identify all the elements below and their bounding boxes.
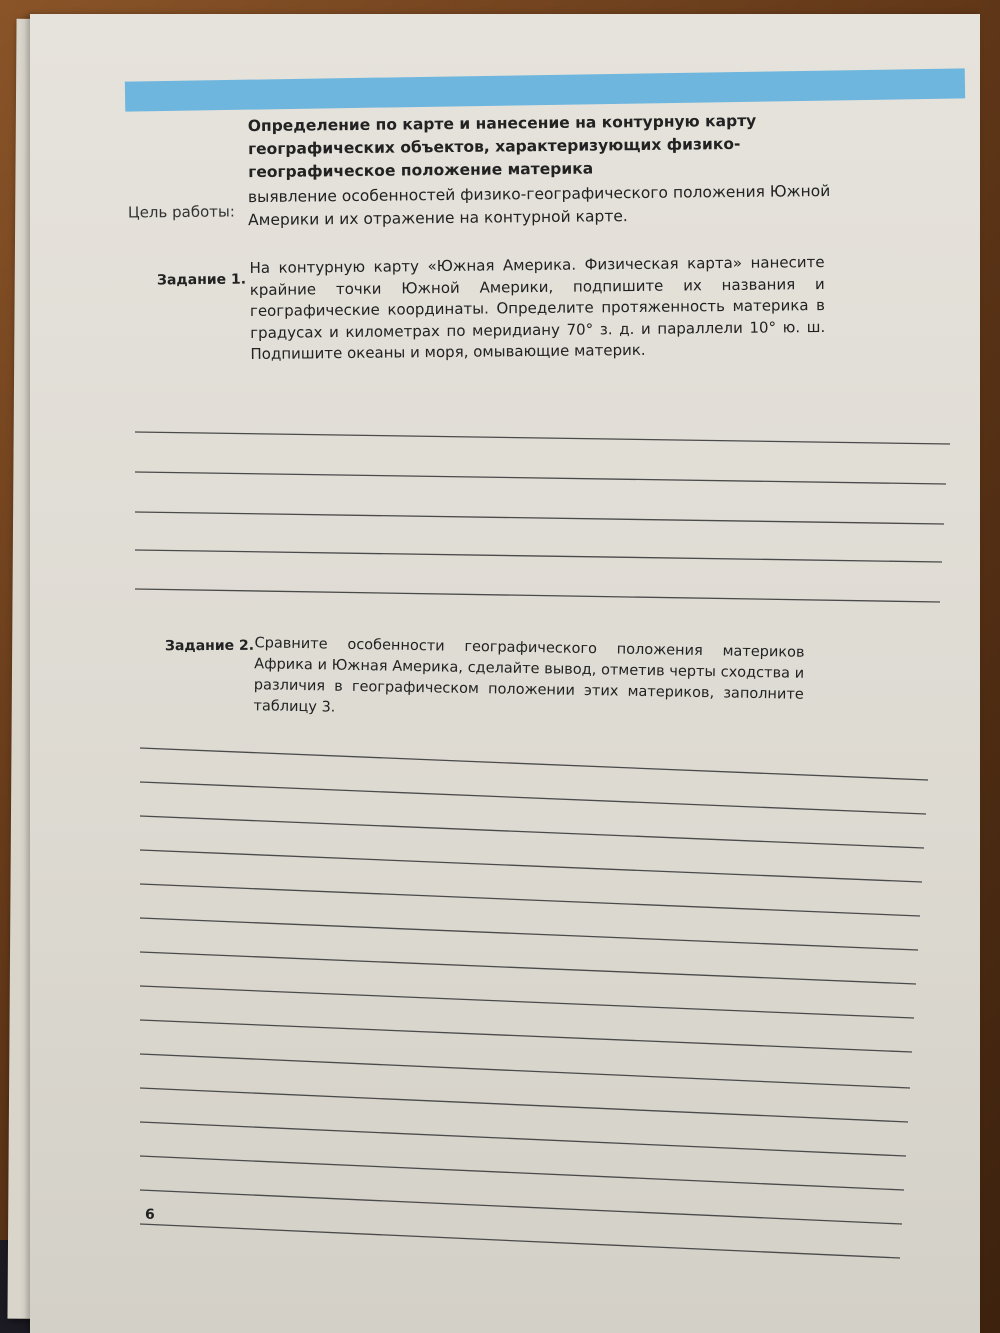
answer-line — [135, 550, 942, 562]
answer-line — [140, 986, 914, 1018]
answer-line — [140, 1224, 900, 1258]
answer-line — [140, 918, 918, 950]
answer-line — [140, 1190, 902, 1224]
answer-line — [140, 952, 916, 984]
answer-line — [140, 1088, 908, 1122]
answer-line — [140, 1156, 904, 1190]
task1-label: Задание 1. — [156, 271, 247, 289]
answer-line — [140, 782, 926, 814]
answer-line — [140, 1054, 910, 1088]
page-number: 6 — [145, 1207, 155, 1223]
answer-line — [135, 432, 950, 444]
answer-line — [140, 884, 920, 916]
task2-answer-lines — [140, 748, 928, 1258]
goal-text: выявление особенностей физико-географического положения Южной Америки и их отражение на контурной карте. — [247, 181, 831, 230]
task1-text: На контурную карту «Южная Америка. Физическая карта» нанесите крайние точки Южной Америки, подпишите их названия и географические координаты. Определите протяженность материка в градусах и километрах по меридиану 70° з. д. и параллели 10° ю. ш. Подпишите океаны и моря, омывающие материк. — [249, 252, 826, 364]
answer-line — [140, 1020, 912, 1052]
answer-line — [140, 816, 924, 848]
task2-text: Сравните особенности географического положения материков Африка и Южная Америка, сделайте вывод, отметив черты сходства и различия в географическом положении этих материков, заполните таблицу 3. — [253, 635, 805, 716]
goal-label: Цель работы: — [127, 202, 235, 222]
answer-line — [135, 589, 940, 602]
answer-line — [135, 472, 946, 484]
task1-answer-lines — [135, 432, 950, 602]
answer-line — [140, 1122, 906, 1156]
answer-line — [140, 850, 922, 882]
task2-label: Задание 2. — [164, 637, 255, 655]
answer-line — [140, 748, 928, 780]
answer-line — [135, 512, 944, 524]
page-title: Определение по карте и нанесение на контурную карту географических объектов, характеризующих физико-географическое положение материка — [247, 111, 757, 182]
